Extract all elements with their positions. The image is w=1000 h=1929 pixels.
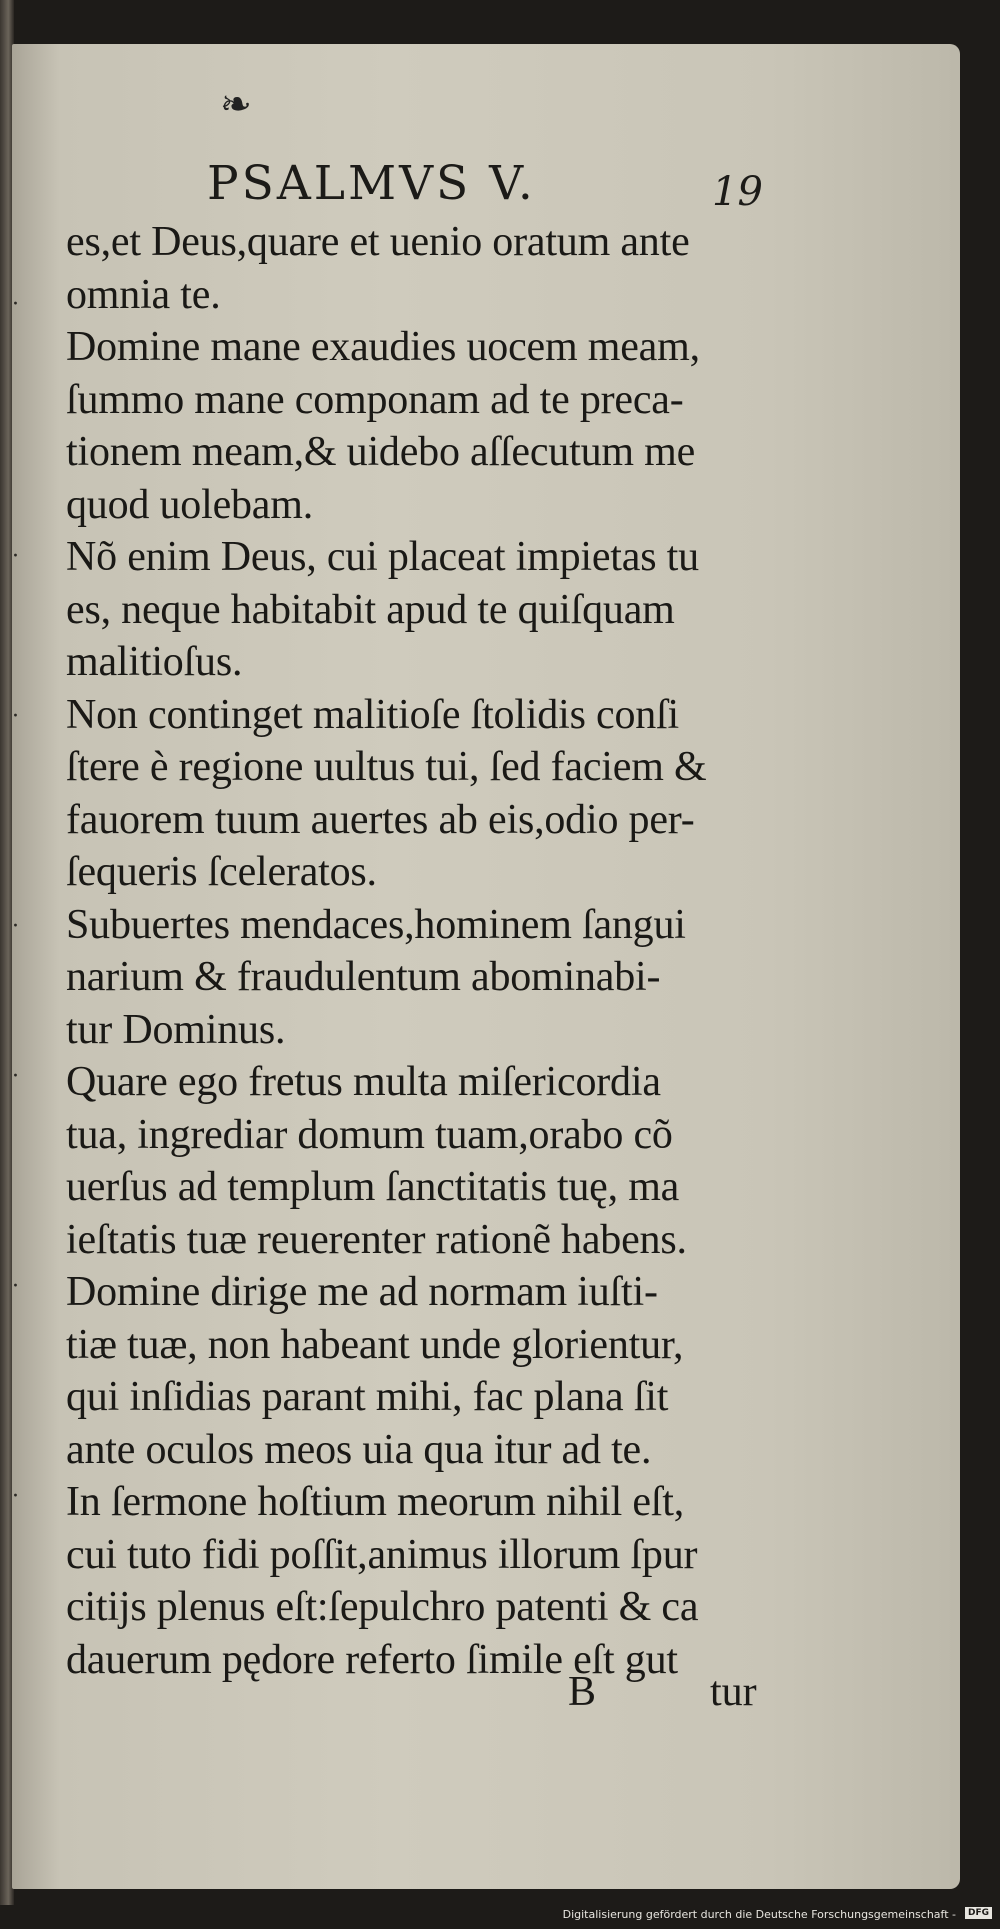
digitization-credit: Digitalisierung gefördert durch die Deutsche Forschungsgemeinschaft - — [562, 1908, 956, 1921]
text-line: ſequeris ſceleratos. — [66, 849, 377, 895]
psalm-text — [66, 216, 786, 1686]
text-line: In ſermone hoſtium meorum nihil eſt, — [66, 1479, 685, 1525]
text-line: Nõ enim Deus, cui placeat impietas tu — [66, 534, 699, 580]
text-line: tiæ tuæ, non habeant unde glorientur, — [66, 1321, 684, 1368]
fleuron-ornament-icon: ❧ — [220, 82, 252, 126]
text-line: ſtere è regione uultus tui, ſed faciem & — [66, 744, 707, 790]
text-line: uerſus ad templum ſanctitatis tuę, ma — [66, 1164, 680, 1210]
text-line: es, neque habitabit apud te quiſquam — [66, 586, 675, 633]
text-line: malitioſus. — [66, 639, 243, 685]
margin-tick: · — [12, 1274, 19, 1299]
text-line: tua, ingrediar domum tuam,orabo cõ — [66, 1111, 673, 1158]
text-line: quod uolebam. — [66, 481, 314, 528]
margin-tick: · — [12, 914, 19, 939]
text-line: Domine dirige me ad normam iuſti- — [66, 1269, 658, 1315]
text-line: ieſtatis tuæ reuerenter rationẽ habens. — [66, 1216, 687, 1263]
margin-tick: · — [12, 1484, 19, 1509]
text-line: omnia te. — [66, 271, 221, 318]
text-line: dauerum pędore referto ſimile eſt gut — [66, 1636, 678, 1683]
page-number: 19 — [712, 169, 763, 215]
book-page — [12, 44, 960, 1889]
text-line: fauorem tuum auertes ab eis,odio per- — [66, 796, 695, 843]
text-line: es,et Deus,quare et uenio oratum ante — [66, 219, 690, 265]
catchword: tur — [710, 1669, 757, 1715]
text-line: tionem meam,& uidebo aſſecutum me — [66, 429, 696, 475]
margin-tick: · — [12, 704, 19, 729]
text-line: tur Dominus. — [66, 1006, 286, 1053]
text-line: qui inſidias parant mihi, fac plana ſit — [66, 1374, 669, 1420]
text-line: ſummo mane componam ad te preca- — [66, 376, 684, 423]
text-line: ante oculos meos uia qua itur ad te. — [66, 1426, 652, 1473]
page-footer-marks — [66, 1668, 776, 1723]
margin-tick: · — [12, 544, 19, 569]
margin-tick: · — [12, 1064, 19, 1089]
text-line: narium & fraudulentum abominabi- — [66, 954, 661, 1000]
text-line: Non continget malitioſe ſtolidis conſi — [66, 691, 679, 738]
text-line: Quare ego fretus multa miſericordia — [66, 1059, 661, 1105]
text-line: Domine mane exaudies uocem meam, — [66, 324, 700, 370]
text-line: Subuertes mendaces,hominem ſangui — [66, 901, 686, 948]
margin-tick: · — [12, 292, 19, 317]
signature-mark: B — [568, 1669, 597, 1715]
dfg-logo: DFG — [965, 1907, 992, 1919]
text-line: cui tuto fidi poſſit,animus illorum ſpur — [66, 1531, 698, 1578]
text-line: citijs plenus eſt:ſepulchro patenti & ca — [66, 1584, 699, 1630]
running-header: PSALMVS V. — [207, 156, 536, 211]
